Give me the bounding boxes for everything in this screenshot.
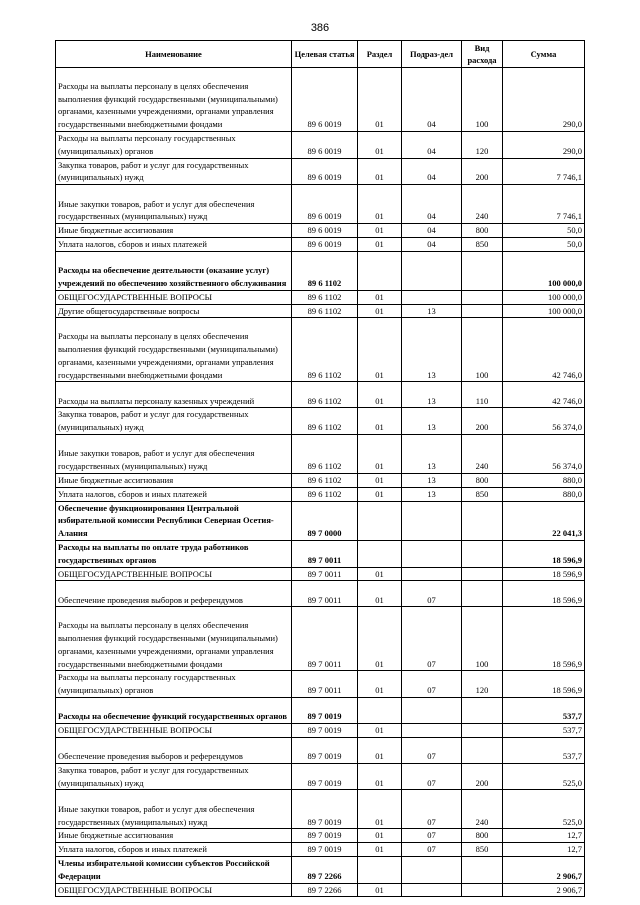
row-section: 01 bbox=[358, 487, 402, 501]
row-amount: 537,7 bbox=[503, 697, 585, 723]
row-expense-type: 120 bbox=[462, 671, 503, 698]
row-subsection: 07 bbox=[402, 829, 462, 843]
row-expense-type: 240 bbox=[462, 185, 503, 224]
table-row bbox=[56, 581, 585, 607]
row-subsection: 13 bbox=[402, 408, 462, 435]
row-subsection: 07 bbox=[402, 763, 462, 790]
table-row bbox=[56, 132, 585, 159]
row-expense-type: 100 bbox=[462, 607, 503, 671]
row-subsection: 04 bbox=[402, 132, 462, 159]
row-subsection bbox=[402, 251, 462, 290]
table-row bbox=[56, 237, 585, 251]
row-name: ОБЩЕГОСУДАРСТВЕННЫЕ ВОПРОСЫ bbox=[56, 883, 292, 897]
row-expense-type bbox=[462, 737, 503, 763]
row-expense-type: 120 bbox=[462, 132, 503, 159]
row-section: 01 bbox=[358, 829, 402, 843]
row-expense-type: 200 bbox=[462, 408, 503, 435]
table-row bbox=[56, 434, 585, 473]
row-article: 89 6 1102 bbox=[292, 318, 358, 382]
row-expense-type: 240 bbox=[462, 434, 503, 473]
row-article: 89 6 0019 bbox=[292, 68, 358, 132]
row-name: Расходы на выплаты персоналу в целях обеспечения выполнения функций государственными (муниципальными) органами, казенными учреждениями, органами управления государственными внебюджетными фондами bbox=[56, 318, 292, 382]
table-row bbox=[56, 382, 585, 408]
row-amount: 100 000,0 bbox=[503, 251, 585, 290]
row-amount: 50,0 bbox=[503, 224, 585, 238]
row-section: 01 bbox=[358, 290, 402, 304]
row-expense-type: 850 bbox=[462, 487, 503, 501]
row-amount: 42 746,0 bbox=[503, 382, 585, 408]
row-name: Обеспечение функционирования Центральной избирательной комиссии Республики Северная Осетия-Алания bbox=[56, 501, 292, 540]
row-amount: 2 906,7 bbox=[503, 883, 585, 897]
row-subsection: 07 bbox=[402, 607, 462, 671]
table-row bbox=[56, 318, 585, 382]
row-article: 89 7 0019 bbox=[292, 843, 358, 857]
row-amount: 290,0 bbox=[503, 68, 585, 132]
row-subsection: 07 bbox=[402, 790, 462, 829]
row-article: 89 6 1102 bbox=[292, 290, 358, 304]
row-name: ОБЩЕГОСУДАРСТВЕННЫЕ ВОПРОСЫ bbox=[56, 567, 292, 581]
row-expense-type: 100 bbox=[462, 68, 503, 132]
row-amount: 290,0 bbox=[503, 132, 585, 159]
row-article: 89 6 0019 bbox=[292, 132, 358, 159]
row-article: 89 6 1102 bbox=[292, 382, 358, 408]
row-expense-type: 850 bbox=[462, 237, 503, 251]
table-row bbox=[56, 487, 585, 501]
row-expense-type bbox=[462, 251, 503, 290]
row-subsection: 13 bbox=[402, 382, 462, 408]
row-subsection bbox=[402, 697, 462, 723]
row-expense-type bbox=[462, 723, 503, 737]
row-amount: 50,0 bbox=[503, 237, 585, 251]
row-expense-type bbox=[462, 304, 503, 318]
row-expense-type bbox=[462, 856, 503, 883]
row-article: 89 7 0011 bbox=[292, 540, 358, 567]
row-subsection bbox=[402, 567, 462, 581]
row-section: 01 bbox=[358, 790, 402, 829]
row-article: 89 7 2266 bbox=[292, 883, 358, 897]
row-expense-type bbox=[462, 581, 503, 607]
row-name: Иные бюджетные ассигнования bbox=[56, 224, 292, 238]
row-subsection: 04 bbox=[402, 224, 462, 238]
table-body bbox=[56, 68, 585, 897]
table-row bbox=[56, 540, 585, 567]
row-section: 01 bbox=[358, 68, 402, 132]
row-subsection bbox=[402, 883, 462, 897]
row-expense-type: 240 bbox=[462, 790, 503, 829]
header-amount: Сумма bbox=[503, 41, 585, 68]
row-article: 89 7 0019 bbox=[292, 790, 358, 829]
header-name: Наименование bbox=[56, 41, 292, 68]
row-amount: 880,0 bbox=[503, 487, 585, 501]
table-row bbox=[56, 829, 585, 843]
row-article: 89 7 0011 bbox=[292, 671, 358, 698]
table-row bbox=[56, 567, 585, 581]
row-name: Другие общегосударственные вопросы bbox=[56, 304, 292, 318]
row-article: 89 6 0019 bbox=[292, 224, 358, 238]
row-amount: 2 906,7 bbox=[503, 856, 585, 883]
row-expense-type: 200 bbox=[462, 763, 503, 790]
row-section bbox=[358, 540, 402, 567]
row-amount: 12,7 bbox=[503, 843, 585, 857]
row-name: Расходы на обеспечение функций государственных органов bbox=[56, 697, 292, 723]
row-section: 01 bbox=[358, 237, 402, 251]
row-article: 89 6 1102 bbox=[292, 487, 358, 501]
table-row bbox=[56, 501, 585, 540]
row-expense-type bbox=[462, 567, 503, 581]
row-article: 89 7 0019 bbox=[292, 737, 358, 763]
row-section: 01 bbox=[358, 473, 402, 487]
row-amount: 537,7 bbox=[503, 723, 585, 737]
budget-table bbox=[55, 40, 585, 897]
row-expense-type: 850 bbox=[462, 843, 503, 857]
row-name: Расходы на выплаты персоналу в целях обеспечения выполнения функций государственными (муниципальными) органами, казенными учреждениями, органами управления государственными внебюджетными фондами bbox=[56, 607, 292, 671]
page-number: 386 bbox=[310, 22, 330, 34]
table-row bbox=[56, 473, 585, 487]
row-section: 01 bbox=[358, 382, 402, 408]
table-row bbox=[56, 883, 585, 897]
row-amount: 537,7 bbox=[503, 737, 585, 763]
table-row bbox=[56, 607, 585, 671]
row-subsection: 13 bbox=[402, 434, 462, 473]
row-amount: 42 746,0 bbox=[503, 318, 585, 382]
row-name: Расходы на обеспечение деятельности (оказание услуг) учреждений по обеспечению хозяйственного обслуживания bbox=[56, 251, 292, 290]
row-section: 01 bbox=[358, 763, 402, 790]
table-header-row bbox=[56, 41, 585, 68]
row-amount: 7 746,1 bbox=[503, 158, 585, 185]
table-row bbox=[56, 737, 585, 763]
row-name: Обеспечение проведения выборов и референдумов bbox=[56, 737, 292, 763]
table-row bbox=[56, 251, 585, 290]
table-row bbox=[56, 790, 585, 829]
row-article: 89 6 1102 bbox=[292, 304, 358, 318]
row-section: 01 bbox=[358, 723, 402, 737]
row-name: Расходы на выплаты персоналу казенных учреждений bbox=[56, 382, 292, 408]
row-section bbox=[358, 501, 402, 540]
row-subsection: 07 bbox=[402, 581, 462, 607]
header-section: Раздел bbox=[358, 41, 402, 68]
table-row bbox=[56, 304, 585, 318]
row-article: 89 7 0011 bbox=[292, 581, 358, 607]
row-amount: 56 374,0 bbox=[503, 434, 585, 473]
table-row bbox=[56, 185, 585, 224]
row-section: 01 bbox=[358, 567, 402, 581]
row-section bbox=[358, 856, 402, 883]
row-article: 89 6 1102 bbox=[292, 473, 358, 487]
table-row bbox=[56, 290, 585, 304]
row-amount: 18 596,9 bbox=[503, 581, 585, 607]
row-article: 89 7 0011 bbox=[292, 607, 358, 671]
row-name: Расходы на выплаты персоналу в целях обеспечения выполнения функций государственными (муниципальными) органами, казенными учреждениями, органами управления государственными внебюджетными фондами bbox=[56, 68, 292, 132]
row-article: 89 6 0019 bbox=[292, 185, 358, 224]
row-name: ОБЩЕГОСУДАРСТВЕННЫЕ ВОПРОСЫ bbox=[56, 723, 292, 737]
row-subsection: 04 bbox=[402, 237, 462, 251]
row-amount: 100 000,0 bbox=[503, 304, 585, 318]
row-subsection: 07 bbox=[402, 843, 462, 857]
row-section: 01 bbox=[358, 318, 402, 382]
row-amount: 880,0 bbox=[503, 473, 585, 487]
row-subsection: 13 bbox=[402, 473, 462, 487]
row-amount: 12,7 bbox=[503, 829, 585, 843]
row-expense-type: 100 bbox=[462, 318, 503, 382]
row-subsection: 13 bbox=[402, 304, 462, 318]
row-name: Уплата налогов, сборов и иных платежей bbox=[56, 843, 292, 857]
table-row bbox=[56, 763, 585, 790]
row-section: 01 bbox=[358, 304, 402, 318]
row-article: 89 7 0011 bbox=[292, 567, 358, 581]
header-expense-type: Вид расхода bbox=[462, 41, 503, 68]
row-section: 01 bbox=[358, 581, 402, 607]
row-name: Иные закупки товаров, работ и услуг для обеспечения государственных (муниципальных) нужд bbox=[56, 185, 292, 224]
row-amount: 18 596,9 bbox=[503, 540, 585, 567]
row-name: Закупка товаров, работ и услуг для государственных (муниципальных) нужд bbox=[56, 158, 292, 185]
row-subsection bbox=[402, 723, 462, 737]
row-amount: 18 596,9 bbox=[503, 567, 585, 581]
row-article: 89 6 0019 bbox=[292, 237, 358, 251]
row-article: 89 7 0019 bbox=[292, 723, 358, 737]
row-name: Иные бюджетные ассигнования bbox=[56, 829, 292, 843]
row-name: Расходы на выплаты персоналу государственных (муниципальных) органов bbox=[56, 671, 292, 698]
row-name: Иные бюджетные ассигнования bbox=[56, 473, 292, 487]
row-section: 01 bbox=[358, 158, 402, 185]
row-expense-type: 800 bbox=[462, 473, 503, 487]
row-article: 89 7 0019 bbox=[292, 763, 358, 790]
row-article: 89 6 1102 bbox=[292, 434, 358, 473]
row-amount: 18 596,9 bbox=[503, 671, 585, 698]
row-section: 01 bbox=[358, 671, 402, 698]
row-expense-type: 800 bbox=[462, 224, 503, 238]
row-article: 89 7 2266 bbox=[292, 856, 358, 883]
table-row bbox=[56, 408, 585, 435]
row-subsection: 07 bbox=[402, 671, 462, 698]
row-amount: 22 041,3 bbox=[503, 501, 585, 540]
row-section: 01 bbox=[358, 132, 402, 159]
header-article: Целевая статья bbox=[292, 41, 358, 68]
row-article: 89 7 0000 bbox=[292, 501, 358, 540]
row-expense-type bbox=[462, 697, 503, 723]
row-section bbox=[358, 251, 402, 290]
table-row bbox=[56, 68, 585, 132]
table-row bbox=[56, 158, 585, 185]
row-article: 89 6 1102 bbox=[292, 408, 358, 435]
row-name: Обеспечение проведения выборов и референдумов bbox=[56, 581, 292, 607]
row-section: 01 bbox=[358, 434, 402, 473]
row-subsection bbox=[402, 540, 462, 567]
table-row bbox=[56, 723, 585, 737]
row-name: Расходы на выплаты персоналу государственных (муниципальных) органов bbox=[56, 132, 292, 159]
row-subsection: 07 bbox=[402, 737, 462, 763]
row-expense-type: 110 bbox=[462, 382, 503, 408]
table-row bbox=[56, 224, 585, 238]
row-article: 89 6 0019 bbox=[292, 158, 358, 185]
row-section bbox=[358, 697, 402, 723]
row-name: Закупка товаров, работ и услуг для государственных (муниципальных) нужд bbox=[56, 408, 292, 435]
row-amount: 18 596,9 bbox=[503, 607, 585, 671]
row-expense-type: 200 bbox=[462, 158, 503, 185]
row-article: 89 6 1102 bbox=[292, 251, 358, 290]
row-subsection bbox=[402, 501, 462, 540]
row-name: Уплата налогов, сборов и иных платежей bbox=[56, 237, 292, 251]
row-subsection bbox=[402, 290, 462, 304]
row-article: 89 7 0019 bbox=[292, 697, 358, 723]
row-amount: 100 000,0 bbox=[503, 290, 585, 304]
row-name: Уплата налогов, сборов и иных платежей bbox=[56, 487, 292, 501]
row-amount: 525,0 bbox=[503, 763, 585, 790]
row-name: Члены избирательной комиссии субъектов Российской Федерации bbox=[56, 856, 292, 883]
row-section: 01 bbox=[358, 185, 402, 224]
row-subsection: 13 bbox=[402, 487, 462, 501]
table-row bbox=[56, 697, 585, 723]
row-name: Иные закупки товаров, работ и услуг для обеспечения государственных (муниципальных) нужд bbox=[56, 790, 292, 829]
row-amount: 525,0 bbox=[503, 790, 585, 829]
table-row bbox=[56, 671, 585, 698]
row-article: 89 7 0019 bbox=[292, 829, 358, 843]
header-subsection: Подраз-дел bbox=[402, 41, 462, 68]
row-expense-type bbox=[462, 540, 503, 567]
row-subsection: 04 bbox=[402, 185, 462, 224]
row-name: Расходы на выплаты по оплате труда работников государственных органов bbox=[56, 540, 292, 567]
row-section: 01 bbox=[358, 883, 402, 897]
table-row bbox=[56, 843, 585, 857]
row-section: 01 bbox=[358, 408, 402, 435]
row-amount: 7 746,1 bbox=[503, 185, 585, 224]
row-subsection bbox=[402, 856, 462, 883]
row-section: 01 bbox=[358, 607, 402, 671]
row-amount: 56 374,0 bbox=[503, 408, 585, 435]
row-section: 01 bbox=[358, 843, 402, 857]
row-section: 01 bbox=[358, 224, 402, 238]
row-name: Закупка товаров, работ и услуг для государственных (муниципальных) нужд bbox=[56, 763, 292, 790]
row-expense-type bbox=[462, 883, 503, 897]
row-section: 01 bbox=[358, 737, 402, 763]
table-row bbox=[56, 856, 585, 883]
row-name: Иные закупки товаров, работ и услуг для обеспечения государственных (муниципальных) нужд bbox=[56, 434, 292, 473]
row-name: ОБЩЕГОСУДАРСТВЕННЫЕ ВОПРОСЫ bbox=[56, 290, 292, 304]
row-expense-type bbox=[462, 290, 503, 304]
row-subsection: 04 bbox=[402, 158, 462, 185]
row-subsection: 13 bbox=[402, 318, 462, 382]
row-expense-type bbox=[462, 501, 503, 540]
row-expense-type: 800 bbox=[462, 829, 503, 843]
row-subsection: 04 bbox=[402, 68, 462, 132]
